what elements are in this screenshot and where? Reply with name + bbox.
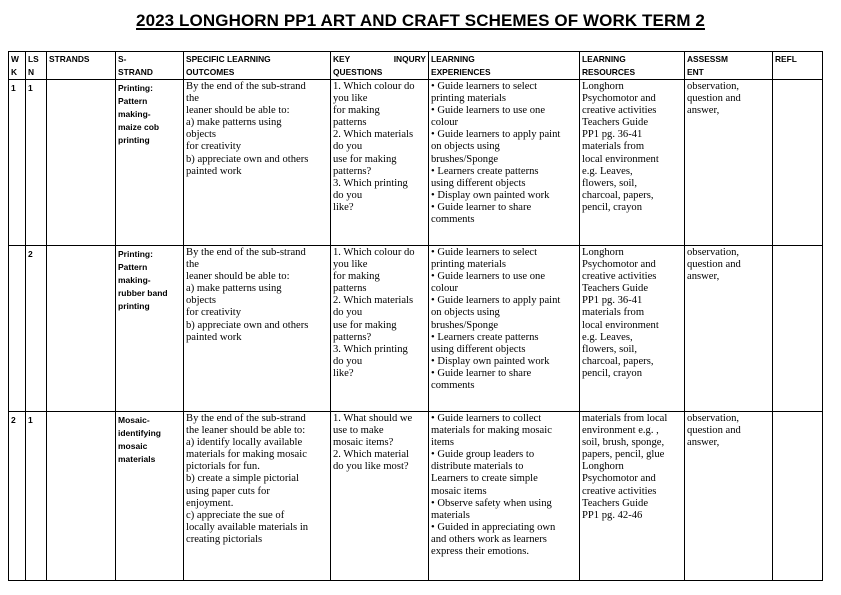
document-title [0, 11, 841, 31]
cell-line: patterns? [333, 165, 372, 177]
cell-line: flowers, soil, [582, 343, 638, 355]
cell-line: • Learners create patterns [431, 165, 539, 177]
cell-line: patterns [333, 283, 367, 295]
cell-experiences [429, 246, 580, 412]
cell-line: leaner should be able to: [186, 271, 290, 283]
cell-line: creative activities [582, 485, 657, 497]
header-wk: W K [9, 52, 26, 80]
cell-line: materials from [582, 307, 645, 319]
cell-line: comments [431, 214, 475, 226]
cell-resources [580, 246, 685, 412]
cell-strands [47, 246, 116, 412]
cell-line: • Guided in appreciating own [431, 521, 556, 533]
cell-line: answer, [687, 437, 720, 449]
cell-line: you like [333, 259, 368, 271]
cell-line: brushes/Sponge [431, 153, 499, 165]
cell-line: locally available materials in [186, 521, 309, 533]
cell-line: By the end of the sub-strand [186, 247, 306, 258]
cell-line: pictorials for fun. [186, 461, 260, 473]
cell-line: local environment [582, 319, 659, 331]
cell-outcomes [184, 412, 331, 581]
header-lsn: LS N [26, 52, 47, 80]
cell-line: making- [118, 109, 151, 119]
cell-line: you like [333, 93, 368, 105]
cell-line: mosaic items [431, 485, 487, 497]
table-row [9, 246, 823, 412]
cell-line: Printing: [118, 249, 153, 259]
header-questions: KEY INQURY QUESTIONS [331, 52, 429, 80]
cell-line: b) appreciate own and others [186, 153, 309, 165]
cell-line: leaner should be able to: [186, 105, 290, 117]
cell-line: e.g. Leaves, [582, 331, 633, 343]
cell-lsn: 1 [26, 412, 47, 581]
cell-line: on objects using [431, 141, 500, 153]
cell-line: creating pictorials [186, 533, 263, 545]
cell-line: the [186, 259, 199, 271]
cell-line: use to make [333, 425, 384, 437]
cell-line: materials [431, 509, 470, 521]
cell-line: objects [186, 295, 217, 307]
cell-lsn: 2 [26, 246, 47, 412]
cell-line: colour [431, 117, 459, 129]
cell-wk: 2 [9, 412, 26, 581]
cell-line: using different objects [431, 343, 526, 355]
cell-line: making- [118, 275, 151, 285]
header-outcomes: SPECIFIC LEARNING OUTCOMES [184, 52, 331, 80]
cell-line: rubber band [118, 288, 168, 298]
cell-line: do you [333, 355, 363, 367]
cell-line: environment e.g. , [582, 425, 659, 437]
cell-line: b) create a simple pictorial [186, 473, 299, 485]
cell-line: observation, [687, 81, 740, 92]
cell-lsn: 1 [26, 80, 47, 246]
cell-line: Longhorn [582, 247, 624, 258]
cell-resources [580, 412, 685, 581]
cell-line: pencil, crayon [582, 201, 643, 213]
cell-line: Pattern [118, 262, 148, 272]
cell-line: printing [118, 135, 150, 145]
cell-line: • Display own painted work [431, 189, 550, 201]
cell-line: patterns? [333, 331, 372, 343]
cell-sub-strand [116, 246, 184, 412]
cell-line: answer, [687, 105, 720, 117]
cell-line: Teachers Guide [582, 283, 649, 295]
cell-line: materials [118, 454, 156, 464]
cell-line: question and [687, 425, 741, 437]
cell-line: do you like most? [333, 461, 409, 473]
cell-line: for creativity [186, 141, 242, 153]
cell-line: 2. Which material [333, 449, 409, 461]
cell-line: comments [431, 380, 475, 392]
cell-experiences [429, 412, 580, 581]
cell-line: painted work [186, 165, 242, 177]
cell-line: Teachers Guide [582, 497, 649, 509]
cell-line: Pattern [118, 96, 148, 106]
cell-outcomes [184, 80, 331, 246]
cell-line: use for making [333, 153, 397, 165]
cell-strands [47, 80, 116, 246]
cell-line: papers, pencil, glue [582, 449, 665, 461]
cell-line: By the end of the sub-strand [186, 413, 306, 424]
cell-strands [47, 412, 116, 581]
header-reflection: REFL [773, 52, 823, 80]
cell-line: colour [431, 283, 459, 295]
cell-line: • Guide learners to select [431, 81, 538, 92]
cell-line: a) make patterns using [186, 117, 282, 129]
table-row [9, 412, 823, 581]
cell-assessment [685, 80, 773, 246]
cell-line: charcoal, papers, [582, 189, 654, 201]
cell-line: 3. Which printing [333, 343, 408, 355]
cell-line: printing materials [431, 259, 507, 271]
cell-line: • Guide learners to use one [431, 105, 546, 117]
cell-line: Mosaic- [118, 415, 150, 425]
cell-line: items [431, 437, 454, 449]
cell-line: on objects using [431, 307, 500, 319]
cell-sub-strand [116, 80, 184, 246]
cell-line: Psychomotor and [582, 259, 656, 271]
cell-line: using different objects [431, 177, 526, 189]
cell-line: • Guide learners to apply paint [431, 295, 561, 307]
cell-line: like? [333, 367, 354, 379]
cell-experiences [429, 80, 580, 246]
cell-line: enjoyment. [186, 497, 234, 509]
cell-reflection [773, 80, 823, 246]
cell-line: for making [333, 105, 380, 117]
cell-line: b) appreciate own and others [186, 319, 309, 331]
header-strands: STRANDS [47, 52, 116, 80]
cell-line: pencil, crayon [582, 367, 643, 379]
schemes-of-work-table [8, 51, 823, 581]
cell-line: Learners to create simple [431, 473, 538, 485]
cell-line: materials from [582, 141, 645, 153]
cell-line: • Guide learners to apply paint [431, 129, 561, 141]
header-assessment: ASSESSM ENT [685, 52, 773, 80]
cell-line: distribute materials to [431, 461, 524, 473]
cell-line: do you [333, 189, 363, 201]
cell-line: a) make patterns using [186, 283, 282, 295]
cell-line: mosaic [118, 441, 148, 451]
header-experiences: LEARNING EXPERIENCES [429, 52, 580, 80]
cell-questions [331, 412, 429, 581]
cell-line: Teachers Guide [582, 117, 649, 129]
cell-line: materials for making mosaic [186, 449, 307, 461]
cell-line: By the end of the sub-strand [186, 81, 306, 92]
cell-line: using paper cuts for [186, 485, 270, 497]
cell-line: Printing: [118, 83, 153, 93]
cell-line: use for making [333, 319, 397, 331]
cell-line: printing [118, 301, 150, 311]
cell-line: flowers, soil, [582, 177, 638, 189]
cell-line: PP1 pg. 36-41 [582, 129, 643, 141]
cell-line: materials from local [582, 413, 668, 424]
cell-line: • Guide learner to share [431, 367, 532, 379]
cell-line: for making [333, 271, 380, 283]
header-sub-strand: S- STRAND [116, 52, 184, 80]
table-row [9, 80, 823, 246]
cell-line: soil, brush, sponge, [582, 437, 665, 449]
cell-line: • Guide group leaders to [431, 449, 535, 461]
cell-reflection [773, 246, 823, 412]
cell-line: 2. Which materials [333, 295, 414, 307]
cell-resources [580, 80, 685, 246]
cell-line: objects [186, 129, 217, 141]
cell-line: identifying [118, 428, 161, 438]
cell-line: PP1 pg. 42-46 [582, 509, 643, 521]
cell-line: observation, [687, 413, 740, 424]
cell-line: answer, [687, 271, 720, 283]
cell-sub-strand [116, 412, 184, 581]
cell-line: do you [333, 307, 363, 319]
cell-line: Psychomotor and [582, 473, 656, 485]
cell-line: creative activities [582, 105, 657, 117]
cell-line: • Display own painted work [431, 355, 550, 367]
cell-line: • Guide learners to select [431, 247, 538, 258]
cell-questions [331, 246, 429, 412]
cell-line: PP1 pg. 36-41 [582, 295, 643, 307]
title-text: 2023 LONGHORN PP1 ART AND CRAFT SCHEMES OF WORK TERM 2 [136, 11, 705, 30]
cell-line: brushes/Sponge [431, 319, 499, 331]
cell-line: maize cob [118, 122, 160, 132]
cell-line: • Guide learners to collect [431, 413, 542, 424]
cell-line: Longhorn [582, 461, 624, 473]
cell-line: e.g. Leaves, [582, 165, 633, 177]
cell-line: a) identify locally available [186, 437, 303, 449]
cell-questions [331, 80, 429, 246]
header-resources: LEARNING RESOURCES [580, 52, 685, 80]
cell-line: 2. Which materials [333, 129, 414, 141]
cell-wk [9, 246, 26, 412]
cell-line: for creativity [186, 307, 242, 319]
cell-assessment [685, 412, 773, 581]
cell-line: 1. What should we [333, 413, 413, 424]
cell-assessment [685, 246, 773, 412]
cell-line: • Learners create patterns [431, 331, 539, 343]
cell-line: patterns [333, 117, 367, 129]
cell-wk: 1 [9, 80, 26, 246]
cell-outcomes [184, 246, 331, 412]
cell-line: printing materials [431, 93, 507, 105]
cell-line: do you [333, 141, 363, 153]
cell-line: 1. Which colour do [333, 247, 415, 258]
cell-line: mosaic items? [333, 437, 394, 449]
cell-line: local environment [582, 153, 659, 165]
header-row [9, 52, 823, 80]
cell-line: the leaner should be able to: [186, 425, 306, 437]
cell-line: creative activities [582, 271, 657, 283]
cell-line: question and [687, 259, 741, 271]
cell-reflection [773, 412, 823, 581]
cell-line: like? [333, 201, 354, 213]
cell-line: express their emotions. [431, 546, 529, 558]
cell-line: • Guide learner to share [431, 201, 532, 213]
cell-line: c) appreciate the sue of [186, 509, 285, 521]
cell-line: question and [687, 93, 741, 105]
cell-line: • Guide learners to use one [431, 271, 546, 283]
cell-line: and others work as learners [431, 533, 547, 545]
cell-line: Psychomotor and [582, 93, 656, 105]
cell-line: painted work [186, 331, 242, 343]
cell-line: observation, [687, 247, 740, 258]
cell-line: the [186, 93, 199, 105]
cell-line: 3. Which printing [333, 177, 408, 189]
cell-line: Longhorn [582, 81, 624, 92]
cell-line: materials for making mosaic [431, 425, 552, 437]
cell-line: 1. Which colour do [333, 81, 415, 92]
cell-line: charcoal, papers, [582, 355, 654, 367]
cell-line: • Observe safety when using [431, 497, 552, 509]
